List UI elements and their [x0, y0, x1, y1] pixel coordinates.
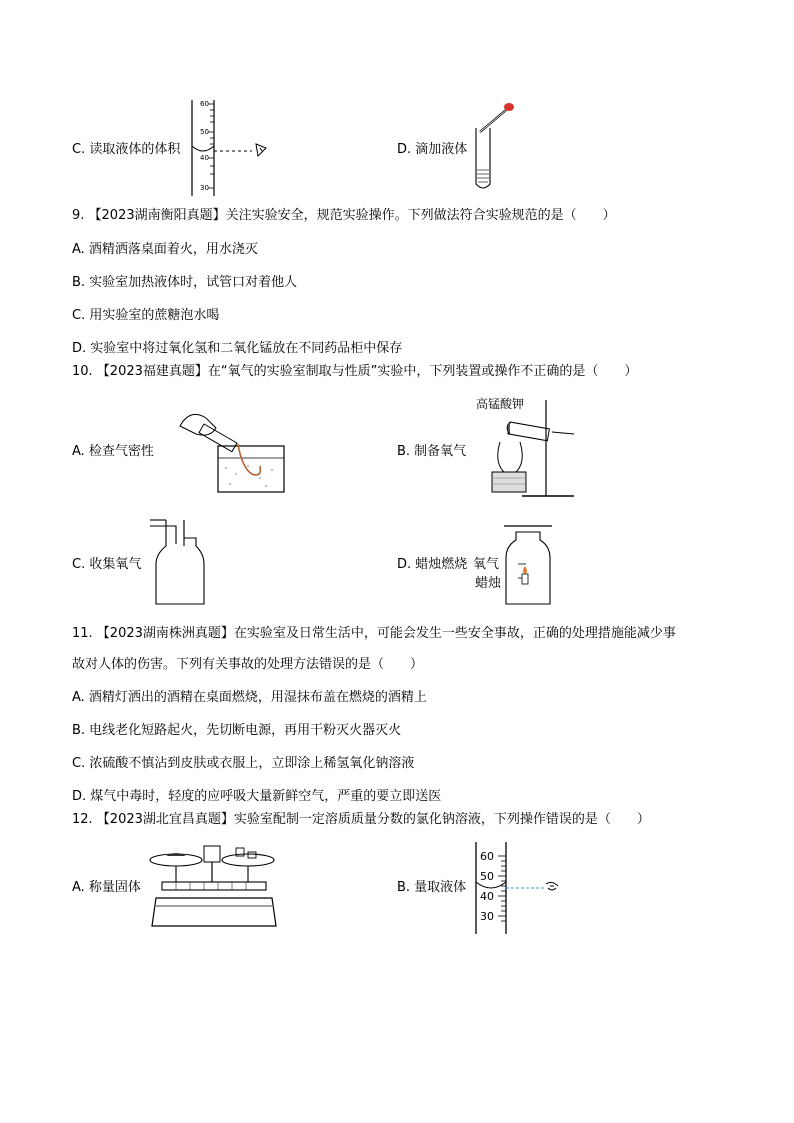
q12-tick-40: 40	[480, 890, 494, 903]
dropper-bulb	[504, 103, 514, 111]
q8-tick-40: 40	[200, 154, 209, 162]
q8-option-d: D. 滴加液体	[397, 142, 468, 157]
q8-tick-60: 60	[200, 100, 209, 108]
q8-cylinder-figure	[180, 96, 280, 200]
q11-option-a: A. 酒精灯洒出的酒精在桌面燃烧，用湿抹布盖在燃烧的酒精上	[72, 690, 427, 705]
q10-option-c: C. 收集氧气	[72, 557, 142, 572]
candle-burning-figure	[500, 522, 556, 608]
q9-option-a: A. 酒精洒落桌面着火，用水浇灭	[72, 242, 258, 257]
label-candle: 蜡烛	[475, 576, 502, 591]
flame-icon	[523, 566, 527, 574]
q10-option-a: A. 检查气密性	[72, 444, 154, 459]
q8-tick-30: 30	[200, 184, 209, 192]
oxygen-preparation-figure	[470, 392, 580, 502]
oxygen-collection-bottle-figure	[146, 516, 216, 608]
q12-tick-50: 50	[480, 870, 494, 883]
q12-tick-60: 60	[480, 850, 494, 863]
label-potassium-permanganate: 高锰酸钾	[476, 397, 525, 411]
eye-icon	[256, 144, 266, 156]
q11-option-c: C. 浓硫酸不慎沾到皮肤或衣服上，立即涂上稀氢氧化钠溶液	[72, 756, 415, 771]
q9-option-b: B. 实验室加热液体时，试管口对着他人	[72, 275, 298, 290]
balance-figure	[146, 842, 282, 932]
dropper-test-tube-figure	[466, 98, 526, 194]
airtightness-check-figure	[170, 398, 290, 498]
q11-stem-line1: 11. 【2023湖南株洲真题】在实验室及日常生活中，可能会发生一些安全事故，正确的处理措施能减少事	[72, 626, 676, 641]
q8-tick-50: 50	[200, 128, 209, 136]
q12-option-a: A. 称量固体	[72, 880, 141, 895]
label-oxygen: 氧气	[473, 557, 500, 572]
q12-option-b: B. 量取液体	[397, 880, 467, 895]
q10-option-b: B. 制备氧气	[397, 444, 467, 459]
q9-stem: 9. 【2023湖南衡阳真题】关注实验安全，规范实验操作。下列做法符合实验规范的是（ ）	[72, 208, 616, 223]
q9-option-d: D. 实验室中将过氧化氢和二氧化锰放在不同药品柜中保存	[72, 341, 403, 356]
q11-stem-line2: 故对人体的伤害。下列有关事故的处理方法错误的是（ ）	[72, 657, 424, 672]
eye-icon	[546, 882, 558, 890]
q12-tick-30: 30	[480, 910, 494, 923]
q9-option-c: C. 用实验室的蔗糖泡水喝	[72, 308, 220, 323]
q10-stem: 10. 【2023福建真题】在“氧气的实验室制取与性质”实验中，下列装置或操作不正确的是（ ）	[72, 364, 638, 379]
q10-option-d: D. 蜡烛燃烧	[397, 557, 468, 572]
q11-option-d: D. 煤气中毒时，轻度的应呼吸大量新鲜空气，严重的要立即送医	[72, 789, 442, 804]
q11-option-b: B. 电线老化短路起火，先切断电源，再用干粉灭火器灭火	[72, 723, 402, 738]
q12-stem: 12. 【2023湖北宜昌真题】实验室配制一定溶质质量分数的氯化钠溶液，下列操作错误的是（ ）	[72, 812, 650, 827]
q12-cylinder-figure	[470, 838, 566, 936]
q8-option-c: C. 读取液体的体积	[72, 142, 181, 157]
